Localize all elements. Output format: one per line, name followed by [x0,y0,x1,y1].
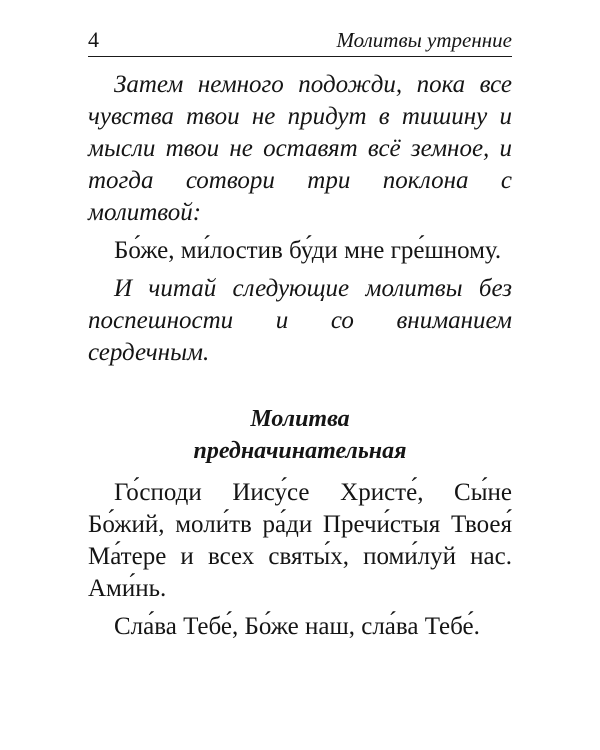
instruction-paragraph: Затем немного подожди, пока все чувства твои не придут в тишину и мысли твои не оставят всё земное, и тогда сотвори три поклона с молитвой: [88,71,512,226]
running-title: Молитвы утренние [336,28,512,52]
glory-prayer: Сла́ва Тебе́, Бо́же наш, сла́ва Тебе́. [114,613,480,640]
heading-line-1: Молитва [250,406,350,432]
page-number: 4 [88,27,99,52]
prayer-of-publican: Бо́же, ми́лостив бу́ди мне гре́шному. [114,237,502,264]
running-header [88,18,512,57]
book-page [88,18,512,643]
page-content [88,69,512,643]
initial-prayer: Го́споди Иису́се Христе́, Сы́не Бо́жий, моли́тв ра́ди Пречи́стыя Твоея́ Ма́тере и всех святы́х, поми́луй нас. Ами́нь. [88,479,512,602]
section-heading [88,403,512,467]
reading-instruction: И читай следующие молитвы без поспешности и со вниманием сердечным. [88,275,512,366]
heading-line-2: предначинательная [193,438,407,464]
